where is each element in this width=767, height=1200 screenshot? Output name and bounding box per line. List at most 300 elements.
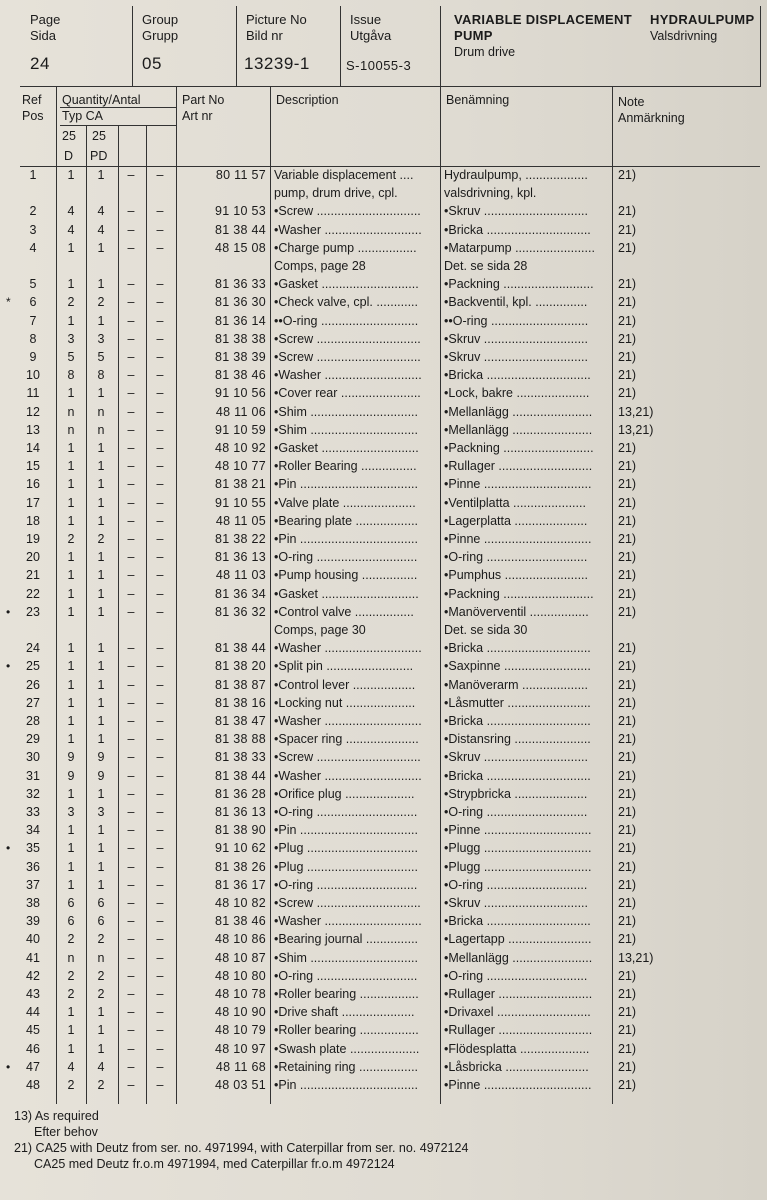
qty-x2-cell: – [156,677,164,692]
description-cell: •Screw .............................. [274,750,421,765]
page-header [20,6,761,87]
description-cell: •Swash plate .................... [274,1041,420,1056]
note-cell: 21) [618,714,637,728]
qty-x1-cell: – [127,677,135,692]
table-row [20,512,760,530]
qty-x2-cell: – [156,750,164,765]
title-swedish [650,6,760,44]
qty-d-cell: 2 [67,968,75,983]
qty-x1-cell: – [127,459,135,474]
qty-x1-cell: – [127,477,135,492]
ref-cell: 45 [26,1023,40,1038]
qty-x1-cell: – [127,168,135,182]
table-row [20,694,760,712]
table-header [20,86,760,167]
qty-pd-cell: 2 [97,1078,105,1092]
part-number-cell: 81 38 26 [214,859,266,874]
benamning-cell: •Flödesplatta .................... [444,1041,590,1056]
note-cell: 21) [618,914,637,929]
ref-cell: 10 [26,368,40,383]
qty-x2-cell: – [156,877,164,892]
ref-cell: 25 [26,659,40,674]
table-row [20,712,760,730]
note-cell: 21) [618,768,637,783]
table-row [6,603,760,621]
qty-pd-cell: 1 [97,604,105,619]
qty-x2-cell: – [156,550,164,565]
ref-cell: 18 [26,513,40,528]
picture-cell [236,6,341,86]
qty-x2-cell: – [156,604,164,619]
col-pd-bottom: PD [90,149,108,163]
table-row [20,166,760,184]
note-cell: 21) [618,786,637,801]
qty-x1-cell: – [127,732,135,747]
benamning-cell: •Saxpinne ......................... [444,659,591,674]
qty-d-cell: 1 [67,841,75,856]
qty-x2-cell: – [156,459,164,474]
part-number-cell: 81 38 39 [214,350,266,364]
part-number-cell: 81 38 16 [214,695,266,710]
table-row [20,275,760,293]
issue-number: S-10055-3 [346,58,412,73]
description-cell: •O-ring ............................. [274,877,418,892]
change-marker: • [6,604,11,619]
note-cell: 13,21) [618,950,654,965]
description-cell: •Roller Bearing ................ [274,459,417,474]
qty-pd-cell: 1 [97,477,105,492]
description-cell: •Shim ............................... [274,404,418,419]
description-cell: •Charge pump ................. [274,240,417,255]
qty-x1-cell: – [127,659,135,674]
description-cell: •Retaining ring ................. [274,1059,419,1074]
benamning-cell: •Rullager ........................... [444,459,593,474]
qty-pd-cell: 1 [97,1041,105,1056]
ref-cell: 41 [26,950,40,965]
qty-x1-cell: – [127,695,135,710]
qty-d-cell: 2 [67,532,75,546]
part-number-cell: 48 10 77 [214,459,266,474]
qty-d-cell: 1 [67,459,75,474]
benamning-cell: •Bricka .............................. [444,368,591,383]
qty-x2-cell: – [156,386,164,401]
part-number-cell: 48 10 80 [214,968,266,983]
col-part-header: Part No Art nr [182,93,225,123]
qty-pd-cell: 1 [97,877,105,892]
qty-x1-cell: – [127,1023,135,1038]
note-cell: 21) [618,641,637,656]
table-row [20,1076,760,1094]
qty-pd-cell: 2 [97,968,105,983]
ref-cell: 16 [26,477,40,492]
note-cell: 21) [618,1005,637,1020]
qty-d-cell: 1 [67,1023,75,1038]
description-cell: •O-ring ............................. [274,968,418,983]
note-cell: 21) [618,1059,637,1074]
benamning-cell: •Plugg ............................... [444,841,592,856]
table-row [20,676,760,694]
benamning-cell: •Packning .......................... [444,586,594,601]
part-number-cell: 80 11 57 [215,168,266,182]
ref-cell: 20 [26,550,40,565]
page-cell [20,6,133,86]
note-cell: 21) [618,513,637,528]
qty-pd-cell: 1 [97,1023,105,1038]
qty-x1-cell: – [127,331,135,346]
table-row [20,876,760,894]
ref-cell: 37 [26,877,40,892]
benamning-cell: •Bricka .............................. [444,914,591,929]
qty-x1-cell: – [127,768,135,783]
note-cell: 21) [618,477,637,492]
ref-cell: 35 [26,841,40,856]
picture-label: Picture No Bild nr [246,12,307,43]
qty-d-cell: 1 [67,604,75,619]
qty-pd-cell: 6 [97,896,105,910]
note-cell: 21) [618,368,637,383]
qty-x1-cell: – [127,896,135,910]
benamning-cell: •Strypbricka ..................... [444,786,588,801]
description-cell: •Gasket ............................ [274,441,419,455]
title-sv-line-2: Valsdrivning [650,29,718,43]
note-cell: 21) [618,805,637,819]
note-cell: 21) [618,841,637,856]
col-typ-header: Typ CA [62,109,103,123]
qty-x2-cell: – [156,331,164,346]
qty-x2-cell: – [156,240,164,255]
qty-pd-cell: 1 [97,786,105,801]
ref-cell: 32 [26,786,40,801]
table-row [20,421,760,439]
description-cell: Comps, page 28 [274,259,366,273]
note-cell: 21) [618,313,637,328]
qty-x1-cell: – [127,495,135,510]
qty-x2-cell: – [156,477,164,492]
qty-d-cell: 2 [67,1078,75,1092]
issue-label: Issue Utgåva [350,12,392,43]
note-cell: 21) [618,459,637,474]
qty-x2-cell: – [156,786,164,801]
description-cell: Comps, page 30 [274,623,366,637]
description-cell: •Washer ............................ [274,714,422,728]
table-row [20,748,760,766]
footnote-13-sv: Efter behov [34,1125,98,1139]
benamning-cell: •Backventil, kpl. ............... [444,295,588,310]
qty-pd-cell: 5 [97,350,105,364]
description-cell: Variable displacement .... [274,168,414,182]
description-cell: •Spacer ring ..................... [274,732,419,747]
table-row [20,585,760,603]
qty-d-cell: 1 [67,1041,75,1056]
parts-table-body [6,166,760,1104]
part-number-cell: 48 11 06 [215,404,266,419]
qty-x1-cell: – [127,295,135,310]
qty-x1-cell: – [127,441,135,455]
qty-pd-cell: 1 [97,841,105,856]
benamning-cell: •O-ring ............................. [444,805,588,819]
qty-x1-cell: – [127,404,135,419]
qty-pd-cell: 2 [97,532,105,546]
qty-x1-cell: – [127,313,135,328]
part-number-cell: 81 36 17 [214,877,266,892]
qty-pd-cell: 1 [97,677,105,692]
qty-pd-cell: 1 [97,859,105,874]
benamning-cell: •Rullager ........................... [444,1023,593,1038]
qty-x2-cell: – [156,1059,164,1074]
benamning-cell: Hydraulpump, .................. [444,168,588,182]
col-desc-header: Description [276,93,339,107]
qty-d-cell: 3 [67,805,75,819]
part-number-cell: 48 10 79 [214,1023,266,1038]
table-row [6,1058,760,1076]
qty-pd-cell: 4 [97,222,105,237]
description-cell: •Bearing journal ............... [274,932,419,947]
part-number-cell: 81 36 28 [214,786,266,801]
group-number: 05 [142,54,162,73]
qty-d-cell: 1 [67,586,75,601]
benamning-cell: •Lock, bakre ..................... [444,386,590,401]
qty-pd-cell: n [97,422,105,437]
group-label: Group Grupp [142,12,179,43]
ref-cell: 1 [29,168,37,182]
qty-x1-cell: – [127,877,135,892]
qty-x2-cell: – [156,950,164,965]
part-number-cell: 81 36 34 [214,586,266,601]
note-cell: 21) [618,240,637,255]
qty-x2-cell: – [156,204,164,219]
ref-cell: 12 [26,404,40,419]
qty-x1-cell: – [127,586,135,601]
qty-d-cell: 1 [67,732,75,747]
ref-cell: 29 [26,732,40,747]
qty-pd-cell: 1 [97,459,105,474]
qty-pd-cell: 1 [97,386,105,401]
ref-cell: 4 [29,240,37,255]
qty-pd-cell: 1 [97,550,105,565]
rule [60,107,176,108]
qty-pd-cell: 2 [97,987,105,1001]
part-number-cell: 81 36 14 [214,313,266,328]
qty-x1-cell: – [127,422,135,437]
qty-x2-cell: – [156,568,164,583]
ref-cell: 48 [26,1078,40,1092]
change-marker: • [6,659,11,674]
benamning-cell: •Skruv .............................. [444,350,588,364]
qty-pd-cell: 1 [97,1005,105,1020]
part-number-cell: 91 10 55 [214,495,266,510]
qty-x1-cell: – [127,568,135,583]
qty-x1-cell: – [127,532,135,546]
description-cell: •Cover rear ....................... [274,386,421,401]
qty-x1-cell: – [127,1059,135,1074]
part-number-cell: 48 10 90 [214,1005,266,1020]
qty-x1-cell: – [127,350,135,364]
part-number-cell: 81 38 88 [214,732,266,747]
qty-pd-cell: 1 [97,277,105,292]
description-cell: •Valve plate ..................... [274,495,416,510]
description-cell: •Control lever .................. [274,677,416,692]
qty-pd-cell: 1 [97,441,105,455]
note-cell: 21) [618,968,637,983]
ref-cell: 44 [26,1005,40,1020]
part-number-cell: 81 38 87 [214,677,266,692]
qty-x2-cell: – [156,1005,164,1020]
part-number-cell: 91 10 56 [214,386,266,401]
qty-pd-cell: 1 [97,732,105,747]
ref-cell: 13 [26,422,40,437]
table-row [20,330,760,348]
description-cell: •Washer ............................ [274,222,422,237]
table-row [20,949,760,967]
benamning-cell: •Packning .......................... [444,441,594,455]
note-cell: 21) [618,604,637,619]
qty-x2-cell: – [156,1023,164,1038]
note-cell: 21) [618,823,637,838]
qty-d-cell: 1 [67,695,75,710]
table-row [20,348,760,366]
part-number-cell: 48 03 51 [214,1078,266,1092]
description-cell: •O-ring ............................. [274,550,418,565]
note-cell: 21) [618,386,637,401]
table-row [20,439,760,457]
col-ref-header: Ref Pos [22,93,44,123]
note-cell: 21) [618,295,637,310]
description-cell: •Pin .................................. [274,823,418,838]
part-number-cell: 91 10 59 [214,422,266,437]
benamning-cell: •Pinne ............................... [444,1078,592,1092]
note-cell: 21) [618,532,637,546]
ref-cell: 39 [26,914,40,929]
col-d-top: 25 [62,129,76,143]
benamning-cell: ••O-ring ............................ [444,313,589,328]
note-cell: 21) [618,277,637,292]
table-row [20,548,760,566]
note-cell: 21) [618,932,637,947]
qty-x1-cell: – [127,750,135,765]
table-row [20,785,760,803]
description-cell: •Roller bearing ................. [274,987,419,1001]
note-cell: 21) [618,441,637,455]
qty-d-cell: 1 [67,877,75,892]
benamning-cell: •Pinne ............................... [444,532,592,546]
col-pd-top: 25 [92,129,106,143]
ref-cell: 14 [26,441,40,455]
description-cell: •Control valve ................. [274,604,414,619]
part-number-cell: 81 38 46 [214,368,266,383]
description-cell: •Roller bearing ................. [274,1023,419,1038]
qty-d-cell: 1 [67,550,75,565]
description-cell: pump, drum drive, cpl. [274,186,398,201]
qty-x1-cell: – [127,914,135,929]
qty-d-cell: 2 [67,295,75,310]
ref-cell: 11 [26,386,40,401]
qty-x2-cell: – [156,168,164,182]
table-row [20,639,760,657]
description-cell: •Gasket ............................ [274,586,419,601]
change-marker: • [6,1059,11,1074]
table-row [20,894,760,912]
qty-x2-cell: – [156,841,164,856]
table-row [20,730,760,748]
benamning-cell: •Lagerplatta ..................... [444,513,588,528]
description-cell: •Shim ............................... [274,950,418,965]
qty-d-cell: 3 [67,331,75,346]
qty-x2-cell: – [156,659,164,674]
benamning-cell: •Bricka .............................. [444,714,591,728]
table-row [20,403,760,421]
benamning-cell: •Drivaxel ........................... [444,1005,591,1020]
table-row [20,475,760,493]
ref-cell: 2 [29,204,37,219]
qty-x2-cell: – [156,277,164,292]
benamning-cell: •Skruv .............................. [444,750,588,765]
table-row [20,1003,760,1021]
qty-x2-cell: – [156,732,164,747]
ref-cell: 31 [26,768,40,783]
ref-cell: 15 [26,459,40,474]
description-cell: •Pin .................................. [274,477,418,492]
qty-d-cell: 8 [67,368,75,383]
benamning-cell: •Rullager ........................... [444,987,593,1001]
note-cell: 21) [618,1041,637,1056]
table-row [20,221,760,239]
qty-x2-cell: – [156,313,164,328]
qty-x1-cell: – [127,513,135,528]
qty-d-cell: n [67,422,75,437]
qty-d-cell: 1 [67,386,75,401]
table-row [20,767,760,785]
qty-x2-cell: – [156,641,164,656]
part-number-cell: 81 36 33 [214,277,266,292]
description-cell: •Plug ................................ [274,841,419,856]
table-row [6,839,760,857]
note-cell: 21) [618,586,637,601]
table-row [20,912,760,930]
benamning-cell: •O-ring ............................. [444,550,588,565]
note-cell: 21) [618,896,637,910]
footnotes [14,1108,468,1172]
benamning-cell: Det. se sida 28 [444,259,528,273]
table-row [20,366,760,384]
description-cell: •Pin .................................. [274,1078,418,1092]
qty-x1-cell: – [127,786,135,801]
benamning-cell: Det. se sida 30 [444,623,528,637]
qty-x1-cell: – [127,1005,135,1020]
qty-x2-cell: – [156,222,164,237]
part-number-cell: 81 38 44 [214,222,266,237]
benamning-cell: •Ventilplatta ..................... [444,495,586,510]
col-note-header: Note Anmärkning [618,95,685,125]
qty-pd-cell: 4 [97,204,105,219]
qty-x2-cell: – [156,714,164,728]
ref-cell: 38 [26,896,40,910]
qty-d-cell: 1 [67,677,75,692]
description-cell: •Washer ............................ [274,368,422,383]
title-sv-line-1: HYDRAULPUMP [650,12,755,27]
qty-x1-cell: – [127,641,135,656]
qty-x1-cell: – [127,550,135,565]
qty-x1-cell: – [127,932,135,947]
part-number-cell: 81 36 32 [214,604,266,619]
qty-x2-cell: – [156,987,164,1001]
qty-x2-cell: – [156,532,164,546]
qty-pd-cell: 1 [97,823,105,838]
note-cell: 21) [618,495,637,510]
qty-d-cell: 1 [67,568,75,583]
ref-cell: 22 [26,586,40,601]
table-row [20,821,760,839]
note-cell: 21) [618,695,637,710]
